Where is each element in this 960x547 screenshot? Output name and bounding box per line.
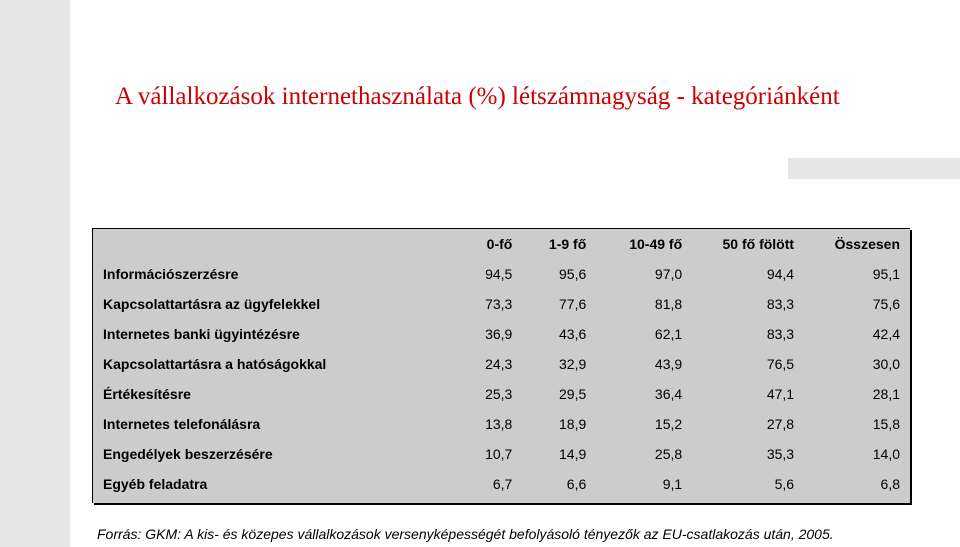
table-row bbox=[93, 349, 910, 379]
table-cell: 28,1 bbox=[872, 386, 900, 402]
table-cell: 29,5 bbox=[559, 386, 587, 402]
table-cell: 76,5 bbox=[766, 356, 795, 372]
table-cell: 75,6 bbox=[872, 296, 900, 312]
row-label: Egyéb feladatra bbox=[103, 476, 208, 492]
table-cell: 15,8 bbox=[872, 416, 900, 432]
table-body bbox=[93, 259, 910, 499]
table-cell: 25,3 bbox=[485, 386, 513, 402]
table-cell: 35,3 bbox=[766, 446, 795, 462]
row-label: Internetes banki ügyintézésre bbox=[103, 326, 300, 342]
table-cell: 9,1 bbox=[662, 476, 683, 492]
table-cell: 94,5 bbox=[485, 266, 513, 282]
table-cell: 77,6 bbox=[559, 296, 587, 312]
row-label: Kapcsolattartásra az ügyfelekkel bbox=[103, 296, 321, 312]
header-corner bbox=[93, 229, 456, 259]
table-cell: 27,8 bbox=[766, 416, 795, 432]
corner-decorative-box bbox=[788, 158, 960, 179]
table-row bbox=[93, 289, 910, 319]
data-table-panel bbox=[92, 228, 910, 503]
table-cell: 13,8 bbox=[485, 416, 513, 432]
table-cell: 15,2 bbox=[654, 416, 683, 432]
table-cell: 25,8 bbox=[654, 446, 683, 462]
table-cell: 5,6 bbox=[774, 476, 795, 492]
table-cell: 62,1 bbox=[654, 326, 683, 342]
table-cell: 6,8 bbox=[880, 476, 900, 492]
table-row bbox=[93, 469, 910, 499]
source-note: Forrás: GKM: A kis- és közepes vállalkozások versenyképességét befolyásoló tényezők az EU-csatlakozás után, 2005. bbox=[97, 526, 834, 542]
table-cell: 14,9 bbox=[559, 446, 587, 462]
column-header: 1-9 fő bbox=[548, 236, 587, 252]
table-cell: 43,6 bbox=[559, 326, 587, 342]
column-header: Összesen bbox=[834, 236, 900, 252]
page-title: A vállalkozások internethasználata (%) létszámnagyság - kategóriánként bbox=[115, 83, 840, 110]
row-label: Információszerzésre bbox=[103, 266, 239, 282]
table-cell: 24,3 bbox=[485, 356, 513, 372]
table-row bbox=[93, 439, 910, 469]
row-label: Engedélyek beszerzésére bbox=[103, 446, 273, 462]
table-cell: 32,9 bbox=[559, 356, 587, 372]
usage-table bbox=[93, 229, 910, 499]
table-cell: 81,8 bbox=[654, 296, 683, 312]
table-cell: 83,3 bbox=[766, 296, 795, 312]
table-cell: 36,4 bbox=[654, 386, 683, 402]
table-cell: 18,9 bbox=[559, 416, 587, 432]
table-cell: 95,1 bbox=[872, 266, 900, 282]
table-cell: 95,6 bbox=[559, 266, 587, 282]
table-cell: 47,1 bbox=[766, 386, 795, 402]
table-cell: 30,0 bbox=[872, 356, 900, 372]
table-cell: 6,7 bbox=[492, 476, 513, 492]
row-label: Internetes telefonálásra bbox=[103, 416, 261, 432]
row-label: Értékesítésre bbox=[103, 386, 191, 402]
column-header: 50 fő fölött bbox=[722, 236, 795, 252]
left-decorative-band bbox=[0, 0, 70, 547]
table-cell: 94,4 bbox=[766, 266, 795, 282]
table-cell: 73,3 bbox=[485, 296, 513, 312]
table-cell: 10,7 bbox=[485, 446, 513, 462]
table-cell: 6,6 bbox=[566, 476, 587, 492]
table-row bbox=[93, 319, 910, 349]
column-header: 10-49 fő bbox=[629, 236, 683, 252]
table-header-row bbox=[93, 229, 910, 259]
table-row bbox=[93, 379, 910, 409]
column-header: 0-fő bbox=[486, 236, 513, 252]
table-cell: 14,0 bbox=[872, 446, 900, 462]
table-cell: 83,3 bbox=[766, 326, 795, 342]
table-cell: 42,4 bbox=[872, 326, 900, 342]
table-row bbox=[93, 259, 910, 289]
table-cell: 36,9 bbox=[485, 326, 513, 342]
row-label: Kapcsolattartásra a hatóságokkal bbox=[103, 356, 327, 372]
table-cell: 43,9 bbox=[654, 356, 683, 372]
table-cell: 97,0 bbox=[654, 266, 683, 282]
table-row bbox=[93, 409, 910, 439]
